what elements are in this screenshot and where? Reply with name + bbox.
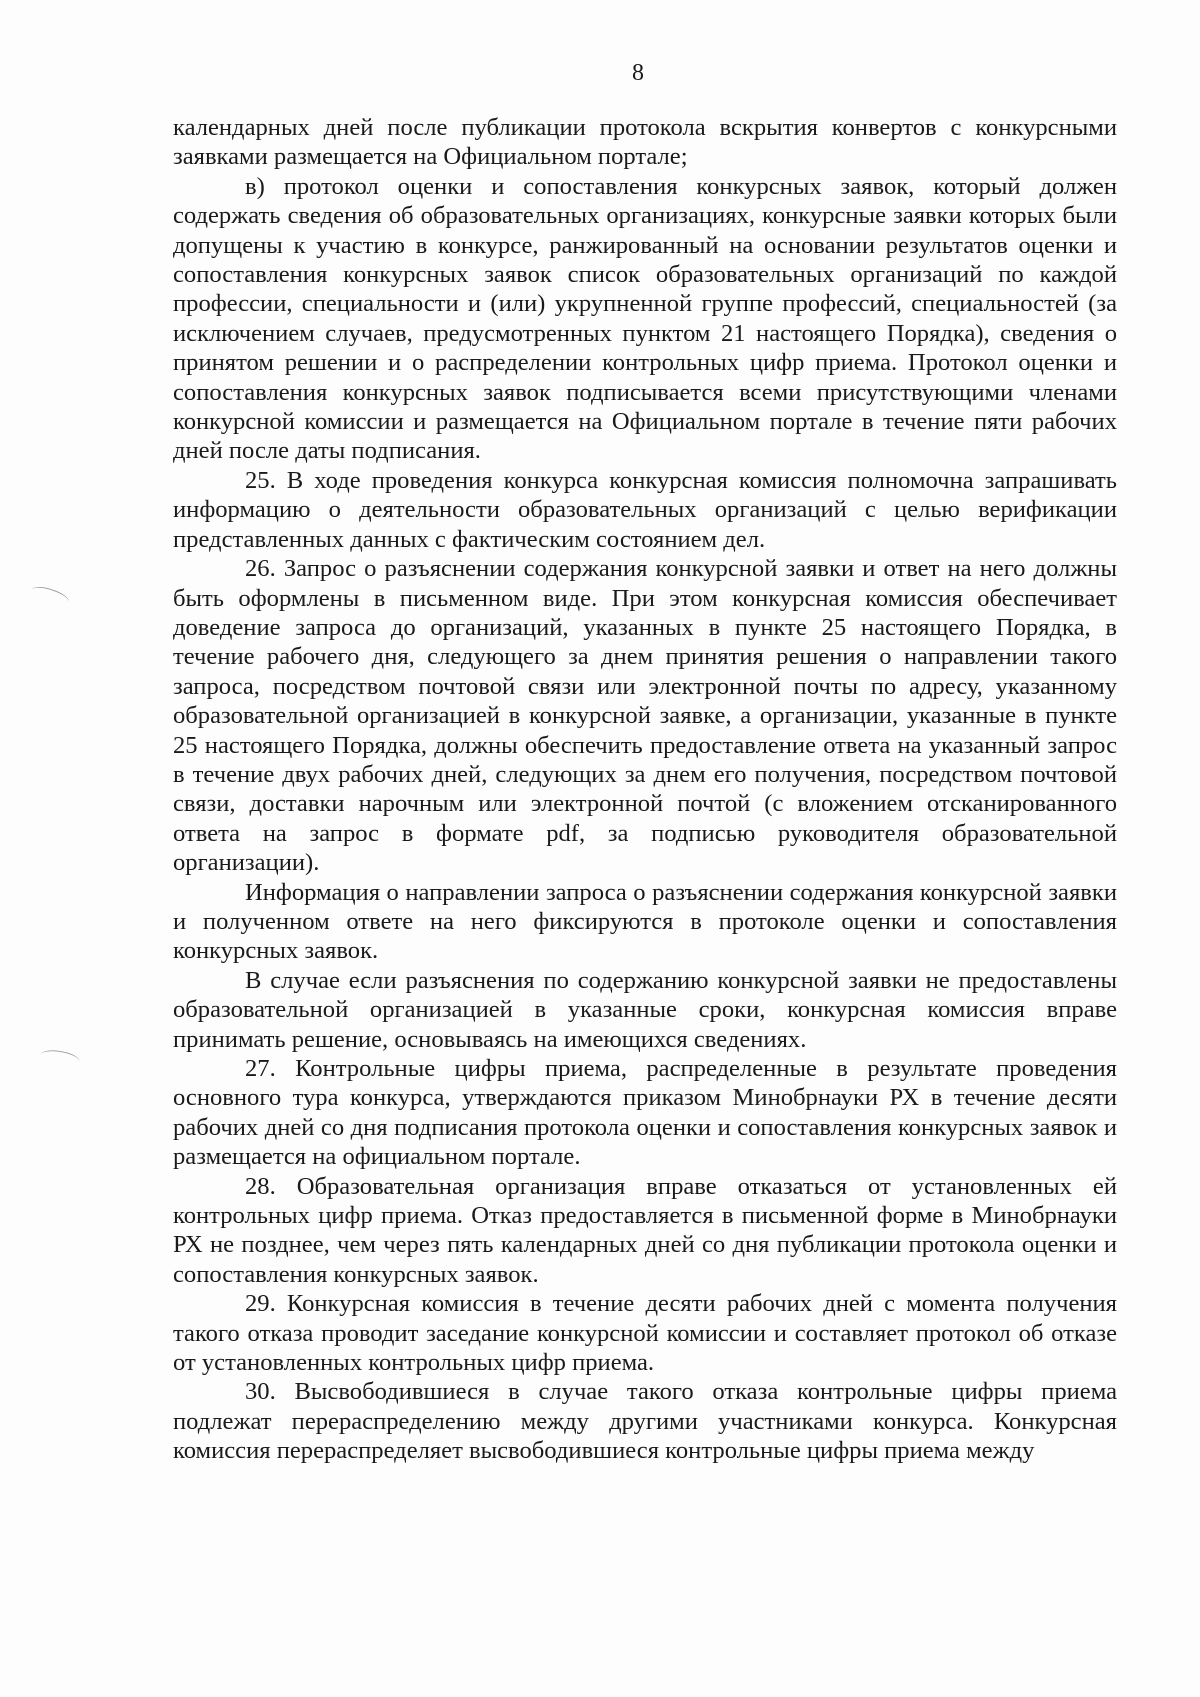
scan-artifact-mark — [29, 583, 72, 610]
paragraph-item-26-clarification: В случае если разъяснения по содержанию конкурсной заявки не предоставлены образовательной организацией в указанные сроки, конкурсная комиссия вправе принимать решение, основываясь на имеющихся сведениях. — [173, 966, 1117, 1053]
paragraph-item-28: 28. Образовательная организация вправе отказаться от установленных ей контрольных цифр приема. Отказ предоставляется в письменной форме в Минобрнауки РХ не позднее, чем через пять календарных дней со дня публикации протокола оценки и сопоставления конкурсных заявок. — [173, 1172, 1117, 1288]
page-number: 8 — [632, 60, 644, 86]
paragraph-item-30: 30. Высвободившиеся в случае такого отказа контрольные цифры приема подлежат перераспределению между другими участниками конкурса. Конкурсная комиссия перераспределяет высвободившиеся контрольные цифры приема между — [173, 1378, 1117, 1465]
paragraph-item-26: 26. Запрос о разъяснении содержания конкурсной заявки и ответ на него должны быть оформлены в письменном виде. При этом конкурсная комиссия обеспечивает доведение запроса до организаций, указанных в пункте 25 настоящего Порядка, в течение рабочего дня, следующего за днем принятия решения о направлении такого запроса, посредством почтовой связи или электронной почты по адресу, указанному образовательной организацией в конкурсной заявке, а организации, указанные в пункте 25 настоящего Порядка, должны обеспечить предоставление ответа на указанный запрос в течение двух рабочих дней, следующих за днем его получения, посредством почтовой связи, доставки нарочным или электронной почтой (с вложением отсканированного ответа на запрос в формате pdf, за подписью руководителя образовательной организации). — [173, 555, 1117, 877]
paragraph-item-v: в) протокол оценки и сопоставления конкурсных заявок, который должен содержать сведения об образовательных организациях, конкурсные заявки которых были допущены к участию в конкурсе, ранжированный на основании результатов оценки и сопоставления конкурсных заявок список образовательных организаций по каждой профессии, специальности и (или) укрупненной группе профессий, специальностей (за исключением случаев, предусмотренных пунктом 21 настоящего Порядка), сведения о принятом решении и о распределении контрольных цифр приема. Протокол оценки и сопоставления конкурсных заявок подписывается всеми присутствующими членами конкурсной комиссии и размещается на Официальном портале в течение пяти рабочих дней после даты подписания. — [173, 172, 1117, 465]
paragraph-item-26-info: Информация о направлении запроса о разъяснении содержания конкурсной заявки и полученном ответе на него фиксируются в протоколе оценки и сопоставления конкурсных заявок. — [173, 878, 1117, 965]
scan-artifact-mark — [39, 1048, 81, 1070]
paragraph-continuation: календарных дней после публикации протокола вскрытия конвертов с конкурсными заявками размещается на Официальном портале; — [173, 114, 1117, 171]
paragraph-item-29: 29. Конкурсная комиссия в течение десяти рабочих дней с момента получения такого отказа проводит заседание конкурсной комиссии и составляет протокол об отказе от установленных контрольных цифр приема. — [173, 1290, 1117, 1377]
paragraph-item-27: 27. Контрольные цифры приема, распределенные в результате проведения основного тура конкурса, утверждаются приказом Минобрнауки РХ в течение десяти рабочих дней со дня подписания протокола оценки и сопоставления конкурсных заявок и размещается на официальном портале. — [173, 1055, 1117, 1171]
document-body — [173, 113, 1117, 1466]
paragraph-item-25: 25. В ходе проведения конкурса конкурсная комиссия полномочна запрашивать информацию о деятельности образовательных организаций с целью верификации представленных данных с фактическим состоянием дел. — [173, 466, 1117, 553]
